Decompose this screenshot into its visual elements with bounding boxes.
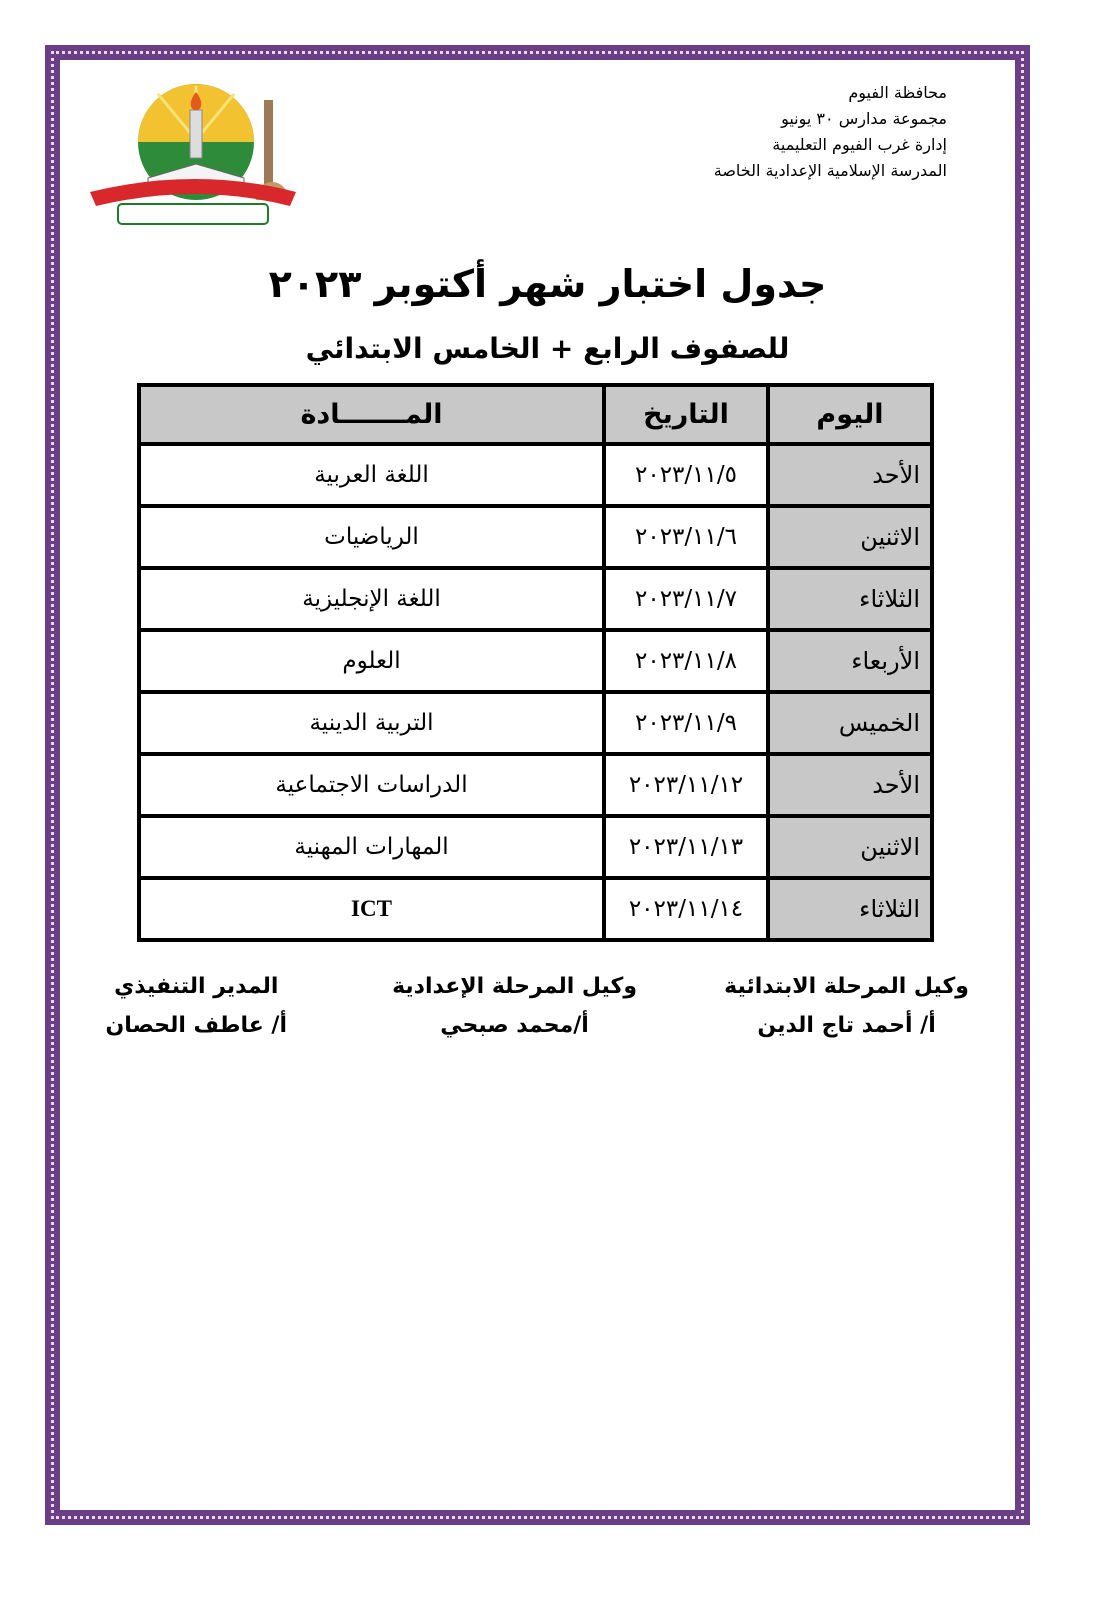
row-date: ٢٠٢٣/١١/١٣ <box>604 816 768 878</box>
row-day: الاثنين <box>768 816 932 878</box>
row-day: الاثنين <box>768 506 932 568</box>
school-name-line: المدرسة الإسلامية الإعدادية الخاصة <box>713 161 947 180</box>
administration-header <box>714 80 947 184</box>
row-date: ٢٠٢٣/١١/٥ <box>604 444 768 506</box>
header-subject: المـــــــادة <box>139 385 604 444</box>
signature-role: وكيل المرحلة الإعدادية <box>392 974 637 999</box>
row-date: ٢٠٢٣/١١/١٢ <box>604 754 768 816</box>
table-row <box>139 816 932 878</box>
table-row <box>139 754 932 816</box>
row-date: ٢٠٢٣/١١/٨ <box>604 630 768 692</box>
signature-name: أ/محمد صبحي <box>440 1013 589 1038</box>
school-logo <box>88 80 298 230</box>
row-date: ٢٠٢٣/١١/٦ <box>604 506 768 568</box>
table-row <box>139 444 932 506</box>
row-day: الثلاثاء <box>768 878 932 940</box>
table-row <box>139 568 932 630</box>
table-row <box>139 692 932 754</box>
directorate-line: إدارة غرب الفيوم التعليمية <box>772 135 947 154</box>
school-group-line: مجموعة مدارس ٣٠ يونيو <box>781 109 947 128</box>
row-day: الأحد <box>768 444 932 506</box>
logo-torch <box>190 110 202 158</box>
row-subject: التربية الدينية <box>139 692 604 754</box>
row-day: الأحد <box>768 754 932 816</box>
signature-preparatory <box>392 974 637 1038</box>
row-date: ٢٠٢٣/١١/٩ <box>604 692 768 754</box>
table-row <box>139 878 932 940</box>
logo-motto-box <box>118 204 268 224</box>
row-date: ٢٠٢٣/١١/٧ <box>604 568 768 630</box>
signature-director <box>106 974 287 1038</box>
row-day: الثلاثاء <box>768 568 932 630</box>
row-subject: المهارات المهنية <box>139 816 604 878</box>
table-row <box>139 506 932 568</box>
row-subject: الرياضيات <box>139 506 604 568</box>
page-title: جدول اختبار شهر أكتوبر ٢٠٢٣ <box>268 262 827 306</box>
exam-schedule-table <box>137 383 934 942</box>
row-subject: الدراسات الاجتماعية <box>139 754 604 816</box>
table-header-row <box>139 385 932 444</box>
header-day: اليوم <box>768 385 932 444</box>
row-subject: العلوم <box>139 630 604 692</box>
row-date: ٢٠٢٣/١١/١٤ <box>604 878 768 940</box>
signature-name: أ/ عاطف الحصان <box>105 1013 287 1038</box>
signature-name: أ/ أحمد تاج الدين <box>757 1013 936 1038</box>
row-subject: اللغة العربية <box>139 444 604 506</box>
signature-role: المدير التنفيذي <box>114 974 279 999</box>
row-subject: ICT <box>139 878 604 940</box>
table-row <box>139 630 932 692</box>
governorate-line: محافظة الفيوم <box>848 83 947 102</box>
page-subtitle: للصفوف الرابع + الخامس الابتدائي <box>305 332 790 365</box>
signature-role: وكيل المرحلة الابتدائية <box>724 974 969 999</box>
header-date: التاريخ <box>604 385 768 444</box>
row-subject: اللغة الإنجليزية <box>139 568 604 630</box>
row-day: الأربعاء <box>768 630 932 692</box>
row-day: الخميس <box>768 692 932 754</box>
signature-primary <box>724 974 969 1038</box>
